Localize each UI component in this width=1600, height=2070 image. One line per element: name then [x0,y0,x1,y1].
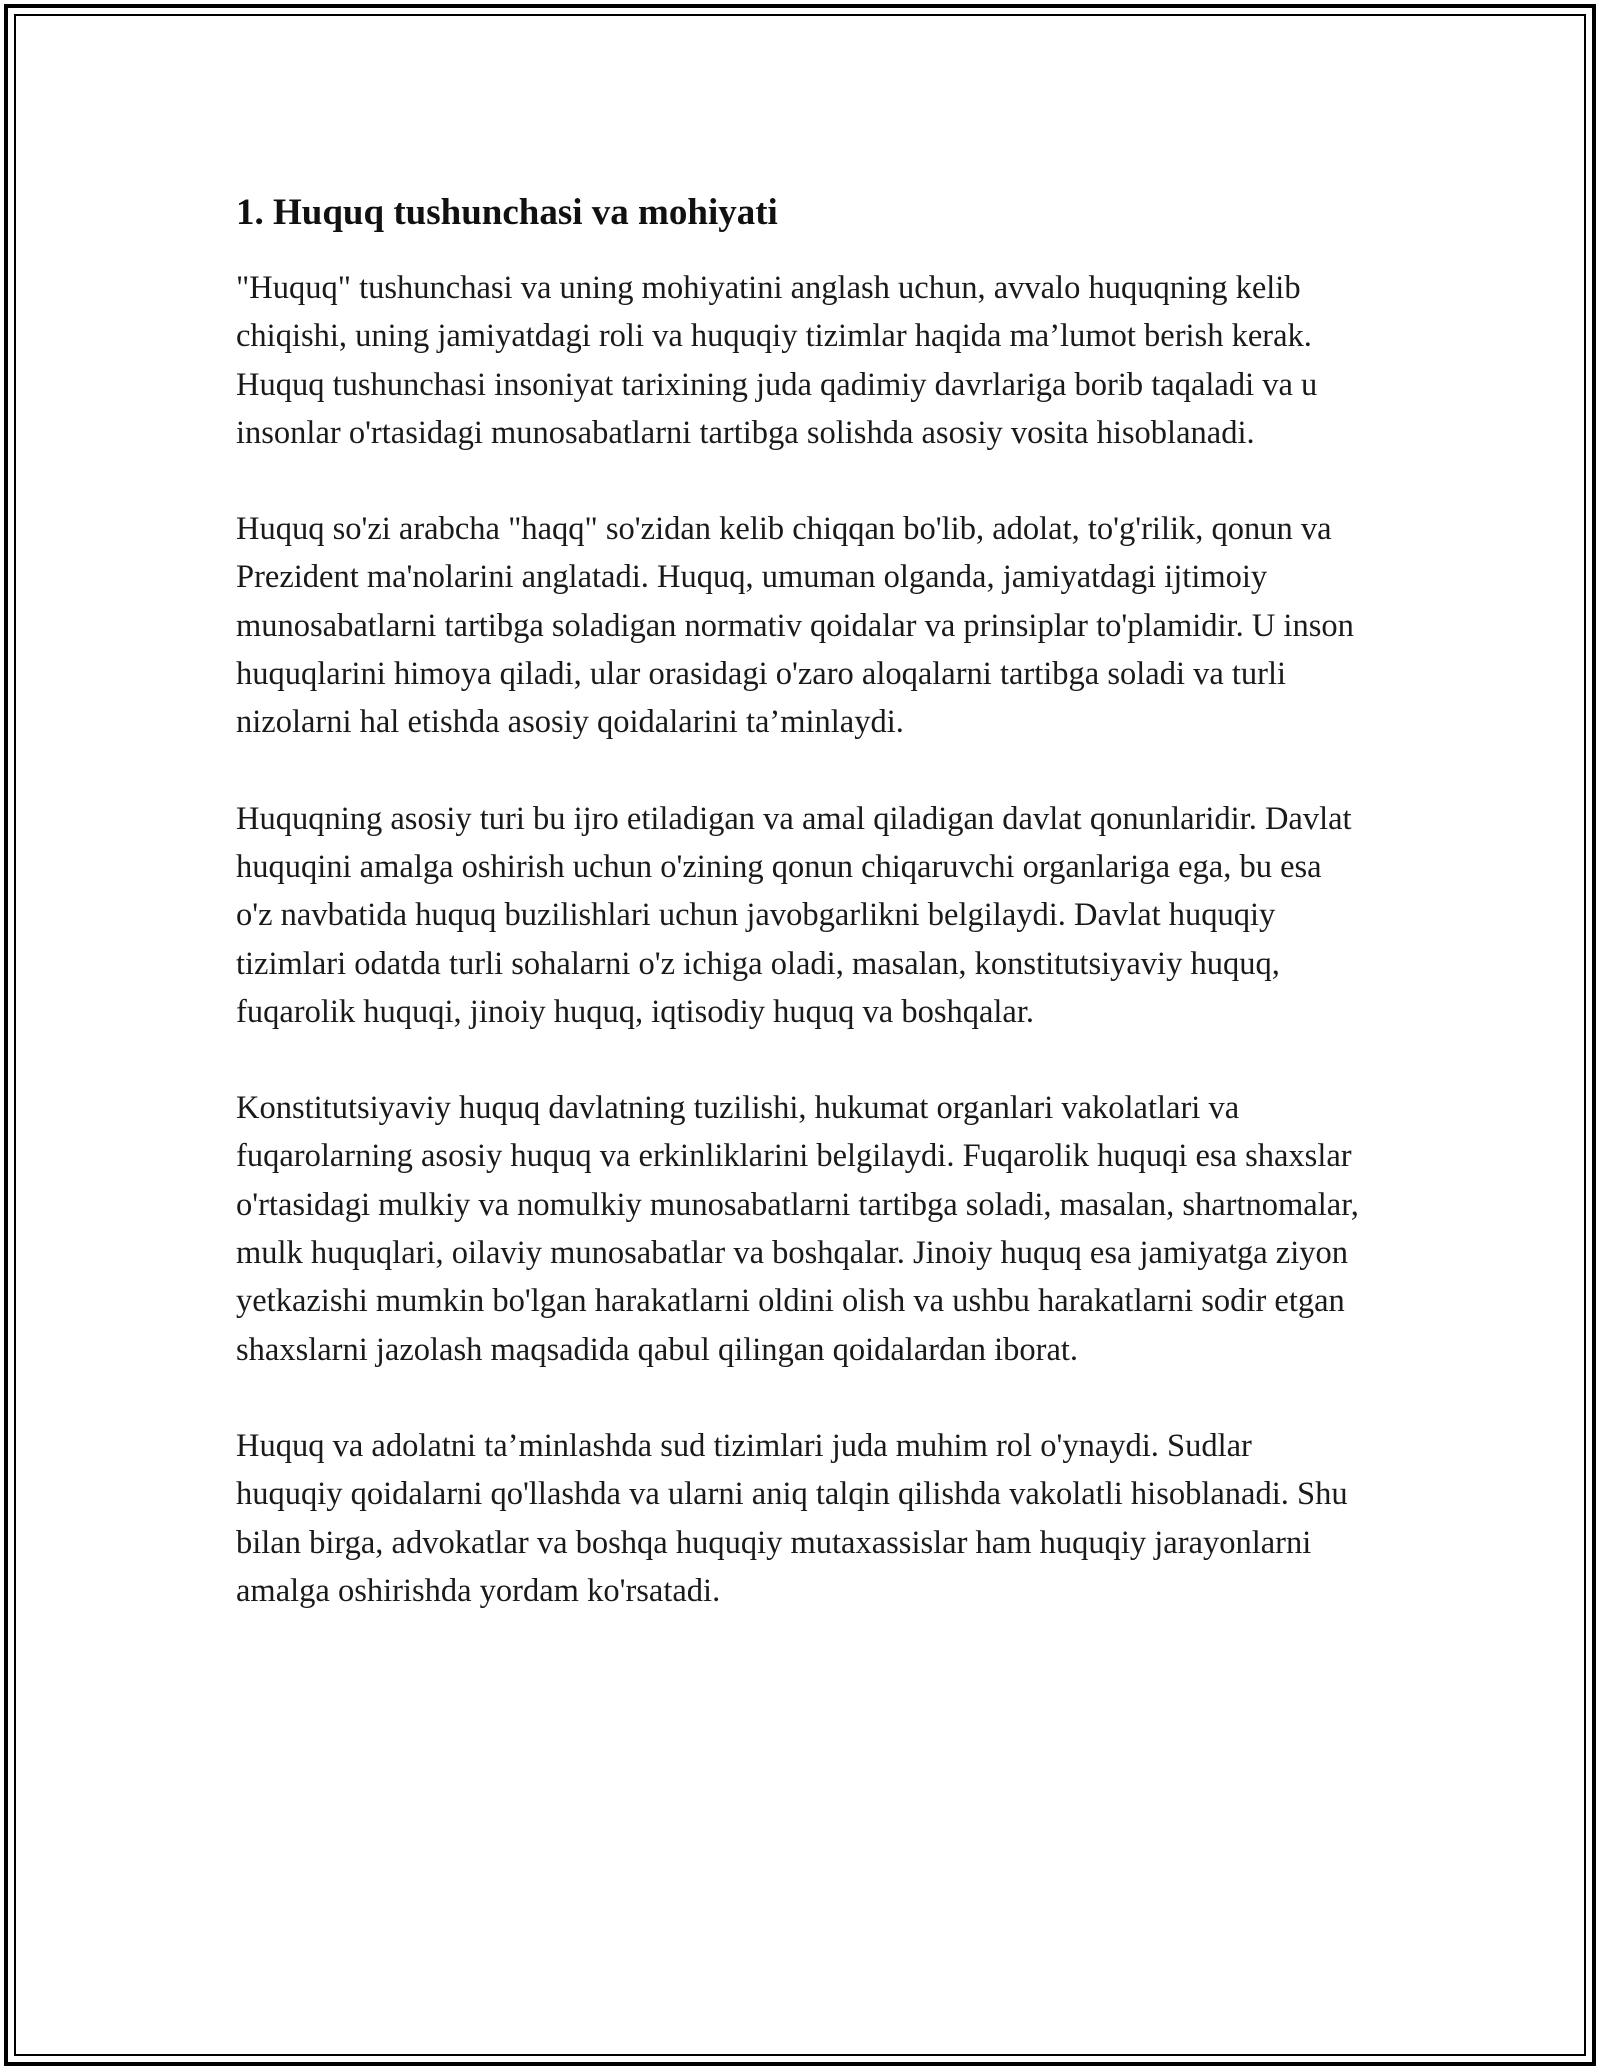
paragraph-1: "Huquq" tushunchasi va uning mohiyatini anglash uchun, avvalo huquqning kelib chiqishi, uning jamiyatdagi roli va huquqiy tizimlar haqida ma’lumot berish kerak. Huquq tushunchasi insoniyat tarixining juda qadimiy davrlariga borib taqaladi va u insonlar o'rtasidagi munosabatlarni tartibga solishda asosiy vosita hisoblanadi. [236,270,1318,451]
document-body [236,188,1366,1663]
paragraph-4: Konstitutsiyaviy huquq davlatning tuzilishi, hukumat organlari vakolatlari va fuqarolarning asosiy huquq va erkinliklarini belgilaydi. Fuqarolik huquqi esa shaxslar o'rtasidagi mulkiy va nomulkiy munosabatlarni tartibga soladi, masalan, shartnomalar, mulk huquqlari, oilaviy munosabatlar va boshqalar. Jinoiy huquq esa jamiyatga ziyon yetkazishi mumkin bo'lgan harakatlarni oldini olish va ushbu harakatlarni sodir etgan shaxslarni jazolash maqsadida qabul qilingan qoidalardan iborat. [236,1090,1359,1368]
paragraph-3: Huquqning asosiy turi bu ijro etiladigan va amal qiladigan davlat qonunlaridir. Davlat huquqini amalga oshirish uchun o'zining qonun chiqaruvchi organlariga ega, bu esa o'z navbatida huquq buzilishlari uchun javobgarlikni belgilaydi. Davlat huquqiy tizimlari odatda turli sohalarni o'z ichiga oladi, masalan, konstitutsiyaviy huquq, fuqarolik huquqi, jinoiy huquq, iqtisodiy huquq va boshqalar. [236,800,1352,1030]
paragraph-2: Huquq so'zi arabcha "haqq" so'zidan kelib chiqqan bo'lib, adolat, to'g'rilik, qonun va Prezident ma'nolarini anglatadi. Huquq, umuman olganda, jamiyatdagi ijtimoiy munosabatlarni tartibga soladigan normativ qoidalar va prinsiplar to'plamidir. U inson huquqlarini himoya qiladi, ular orasidagi o'zaro aloqalarni tartibga soladi va turli nizolarni hal etishda asosiy qoidalarini ta’minlaydi. [236,511,1354,741]
document-title: 1. Huquq tushunchasi va mohiyati [236,192,778,233]
paragraph-5: Huquq va adolatni ta’minlashda sud tizimlari juda muhim rol o'ynaydi. Sudlar huquqiy qoidalarni qo'llashda va ularni aniq talqin qilishda vakolatli hisoblanadi. Shu bilan birga, advokatlar va boshqa huquqiy mutaxassislar ham huquqiy jarayonlarni amalga oshirishda yordam ko'rsatadi. [236,1427,1348,1609]
